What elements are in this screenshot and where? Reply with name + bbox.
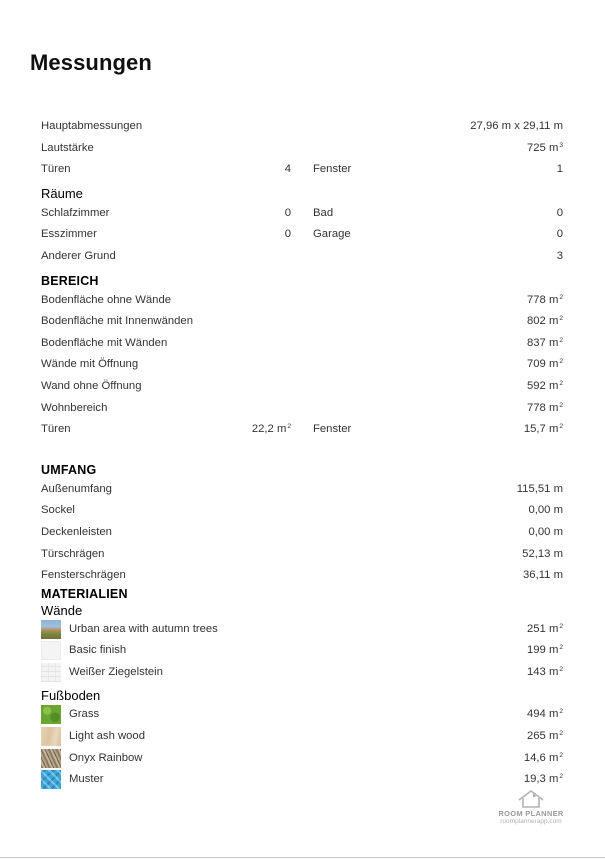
material-label: Light ash wood [69, 730, 145, 743]
material-value: 251 $m^2$ [526, 622, 563, 635]
doors-count-value: 4 [284, 163, 291, 176]
main-dimensions-row [41, 116, 563, 138]
material-row [41, 704, 563, 726]
windows-count-value: 1 [556, 163, 563, 176]
area-value: 592 $m^2$ [526, 379, 563, 392]
area-label: Wand ohne Öffnung [41, 379, 142, 392]
material-row [41, 748, 563, 770]
perimeter-row [41, 522, 563, 544]
garage-label: Garage [313, 228, 351, 241]
materials-heading: MATERIALIEN [41, 586, 128, 601]
logo-url: roomplannerapp.com [500, 818, 562, 825]
page-title: Messungen [30, 50, 152, 75]
perimeter-heading: UMFANG [41, 462, 97, 477]
area-label: Bodenfläche mit Wänden [41, 336, 168, 349]
bedroom-value: 0 [284, 206, 291, 219]
bedroom-bath-row [41, 203, 563, 225]
bedroom-label: Schlafzimmer [41, 206, 110, 219]
material-label: Muster [69, 773, 104, 786]
perimeter-value: 52,13 m [522, 547, 563, 560]
area-label: Bodenfläche ohne Wände [41, 293, 172, 306]
material-value: 199 $m^2$ [526, 644, 563, 657]
area-value: 778 $m^2$ [526, 293, 563, 306]
dining-label: Esszimmer [41, 228, 97, 241]
material-label: Grass [69, 708, 100, 721]
other-room-row [41, 246, 563, 268]
main-dimensions-value: 27,96 m x 29,11 m [470, 120, 563, 132]
dining-garage-row [41, 224, 563, 246]
door-area-value: 22,2 $m^2$ [251, 423, 291, 436]
rooms-heading: Räume [41, 185, 83, 201]
perimeter-value: 36,11 m [523, 569, 563, 582]
material-value: 14,6 $m^2$ [523, 751, 563, 764]
house-icon [516, 790, 546, 808]
pattern-swatch [41, 770, 61, 789]
perimeter-label: Deckenleisten [41, 525, 112, 538]
perimeter-label: Türschrägen [41, 547, 105, 560]
material-value: 265 $m^2$ [526, 730, 563, 743]
material-label: Basic finish [69, 644, 127, 657]
section-spacer [41, 441, 563, 457]
page-bottom-border [0, 857, 605, 858]
white-brick-swatch [41, 663, 61, 682]
volume-row [41, 138, 563, 160]
material-row [41, 662, 563, 684]
area-row [41, 354, 563, 376]
area-row [41, 376, 563, 398]
material-row [41, 726, 563, 748]
volume-value: 725 $m^3$ [526, 141, 563, 154]
area-value: 837 $m^2$ [526, 336, 563, 349]
material-value: 143 $m^2$ [526, 665, 563, 678]
material-row [41, 619, 563, 641]
area-row [41, 333, 563, 355]
area-row [41, 398, 563, 420]
area-heading: BEREICH [41, 273, 99, 288]
light-ash-wood-swatch [41, 727, 61, 746]
perimeter-label: Fensterschrägen [41, 569, 126, 582]
other-room-value: 3 [556, 249, 563, 262]
bath-label: Bad [313, 206, 334, 219]
perimeter-row [41, 544, 563, 566]
garage-value: 0 [556, 228, 563, 241]
area-row [41, 290, 563, 312]
material-label: Onyx Rainbow [69, 751, 143, 764]
area-label: Wohnbereich [41, 401, 108, 414]
perimeter-value: 0,00 m [528, 504, 563, 517]
perimeter-row [41, 479, 563, 501]
doors-count-label: Türen [41, 163, 71, 176]
window-area-value: 15,7 $m^2$ [523, 423, 563, 436]
dining-value: 0 [284, 228, 291, 241]
area-value: 778 $m^2$ [526, 401, 563, 414]
material-value: 494 $m^2$ [526, 708, 563, 721]
other-room-label: Anderer Grund [41, 249, 116, 262]
area-value: 802 $m^2$ [526, 315, 563, 328]
urban-autumn-swatch [41, 620, 61, 639]
volume-label: Lautstärke [41, 141, 94, 154]
area-value: 709 $m^2$ [526, 358, 563, 371]
doors-windows-count-row [41, 159, 563, 181]
room-planner-logo [486, 790, 576, 830]
material-label: Weißer Ziegelstein [69, 665, 163, 678]
perimeter-value: 115,51 m [516, 482, 563, 495]
walls-heading: Wände [41, 602, 83, 618]
material-value: 19,3 $m^2$ [523, 773, 563, 786]
logo-brand: ROOM PLANNER [498, 809, 564, 818]
area-label: Wände mit Öffnung [41, 358, 139, 371]
perimeter-row [41, 565, 563, 587]
material-label: Urban area with autumn trees [69, 622, 218, 635]
area-label: Bodenfläche mit Innenwänden [41, 315, 193, 328]
perimeter-row [41, 500, 563, 522]
main-dimensions-label: Hauptabmessungen [41, 120, 143, 132]
area-doors-windows-row [41, 419, 563, 441]
bath-value: 0 [556, 206, 563, 219]
perimeter-value: 0,00 m [528, 525, 563, 538]
basic-finish-swatch [41, 641, 61, 660]
material-row [41, 640, 563, 662]
measurements-content [41, 116, 563, 791]
windows-count-label: Fenster [313, 163, 352, 176]
perimeter-label: Sockel [41, 504, 75, 517]
grass-swatch [41, 705, 61, 724]
perimeter-label: Außenumfang [41, 482, 112, 495]
floor-heading: Fußboden [41, 688, 101, 704]
window-area-label: Fenster [313, 423, 352, 436]
material-row [41, 769, 563, 791]
door-area-label: Türen [41, 423, 71, 436]
area-row [41, 311, 563, 333]
onyx-rainbow-swatch [41, 749, 61, 768]
